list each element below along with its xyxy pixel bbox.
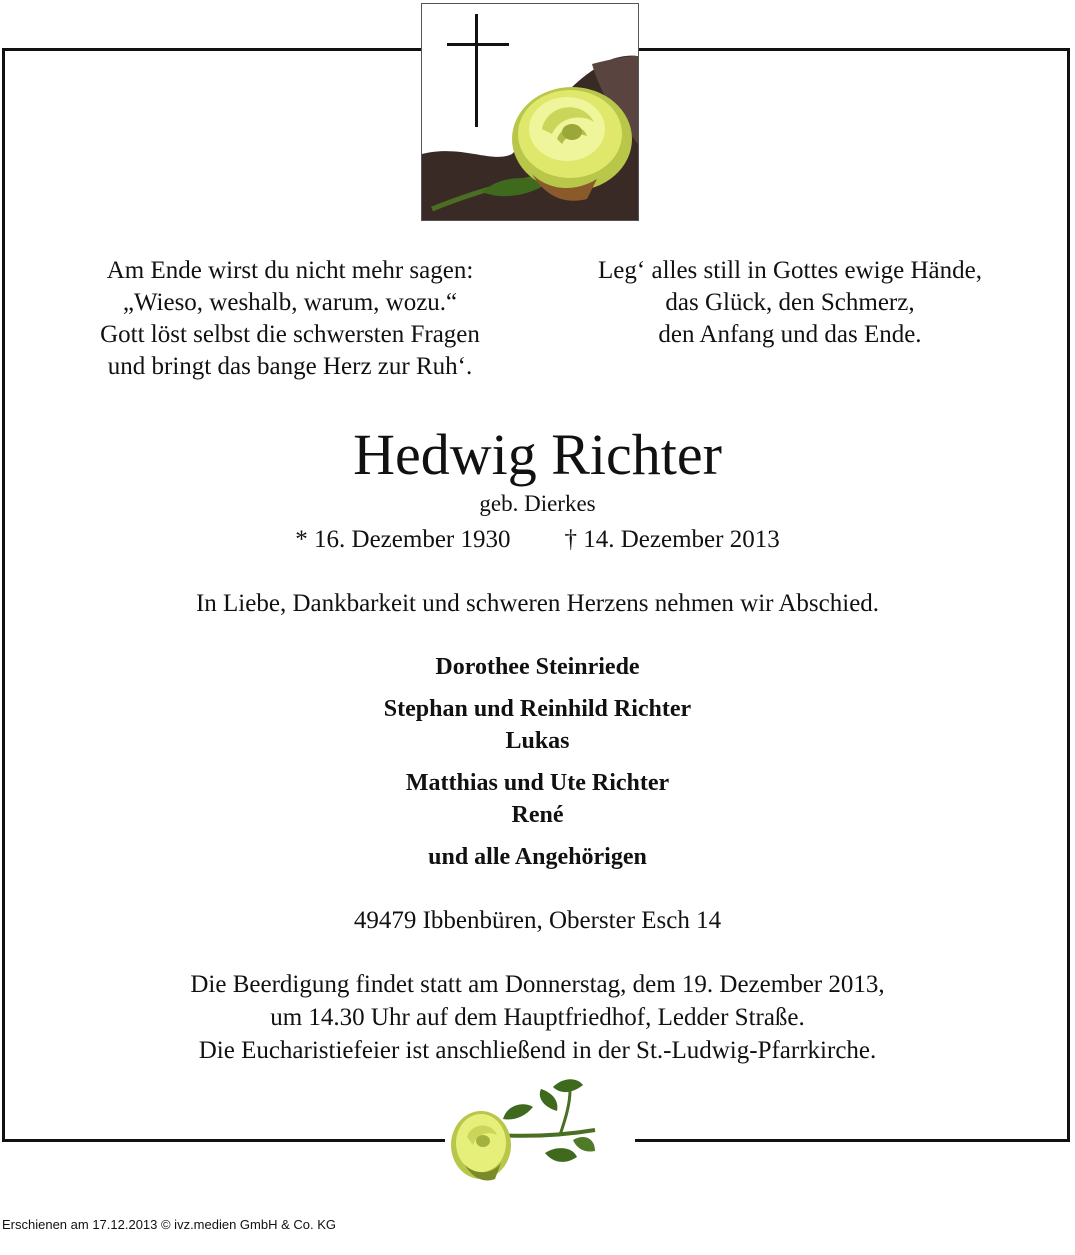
mourner-name: Dorothee Steinriede (435, 654, 640, 680)
mourner-name: Matthias und Ute Richter (405, 770, 670, 796)
deceased-name: Hedwig Richter (353, 422, 722, 487)
poem-line: Leg‘ alles still in Gottes ewige Hände, (598, 257, 982, 284)
life-dates (0, 524, 1075, 556)
farewell-text: In Liebe, Dankbarkeit und schweren Herzens nehmen wir Abschied. (195, 590, 880, 617)
funeral-line: Die Beerdigung findet statt am Donnerstag, dem 19. Dezember 2013, (190, 971, 885, 998)
mourner-name: und alle Angehörigen (428, 844, 647, 870)
poem-line: Am Ende wirst du nicht mehr sagen: (106, 257, 474, 284)
poem-line: den Anfang und das Ende. (658, 321, 922, 348)
poem-line: und bringt das bange Herz zur Ruh‘. (107, 353, 473, 380)
birth-date: * 16. Dezember 1930 (295, 526, 511, 553)
address: 49479 Ibbenbüren, Oberster Esch 14 (353, 907, 722, 934)
publication-footer: Erschienen am 17.12.2013 © ivz.medien GmbH & Co. KG (2, 1217, 337, 1232)
cross-with-rose-icon (421, 3, 639, 221)
rose-icon (445, 1075, 635, 1190)
poem-left (50, 255, 530, 383)
funeral-line: um 14.30 Uhr auf dem Hauptfriedhof, Ledder Straße. (270, 1004, 805, 1031)
maiden-name: geb. Dierkes (479, 491, 596, 516)
mourner-name: Lukas (505, 728, 570, 754)
mourner-name: Stephan und Reinhild Richter (383, 696, 692, 722)
death-date: † 14. Dezember 2013 (564, 526, 780, 553)
mourner-name: René (511, 802, 564, 828)
funeral-line: Die Eucharistiefeier ist anschließend in der St.-Ludwig-Pfarrkirche. (198, 1037, 877, 1064)
poem-line: „Wieso, weshalb, warum, wozu.“ (122, 289, 458, 316)
poem-line: Gott löst selbst die schwersten Fragen (100, 321, 480, 348)
poem-line: das Glück, den Schmerz, (665, 289, 915, 316)
funeral-notice (0, 968, 1075, 1067)
poem-right (550, 255, 1030, 351)
